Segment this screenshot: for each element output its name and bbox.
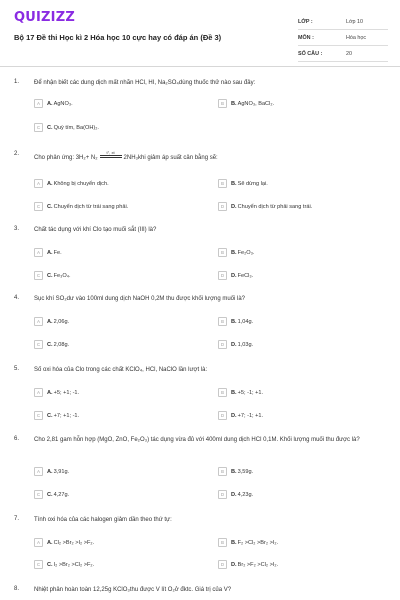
- option-letter-box: B: [218, 179, 227, 188]
- option-text: AgNO₃.: [53, 100, 73, 107]
- option-text: 1,03g.: [237, 341, 254, 348]
- question-number: 3.: [14, 226, 20, 232]
- meta-row-subject: [298, 30, 388, 46]
- option-text: +7; -1; +1.: [237, 412, 264, 419]
- question-text: Chất tác dụng với khí Clo tạo muối sắt (III) là?: [34, 227, 157, 233]
- equilibrium-arrow-icon: t°, xt: [100, 151, 122, 159]
- option-c[interactable]: C C.Fe₃O₄.: [34, 271, 71, 280]
- question-text: Số oxi hóa của Clo trong các chất KClO₄, HCl, NaClO lần lượt là:: [34, 367, 208, 373]
- option-text: 4,27g.: [53, 491, 70, 498]
- option-c[interactable]: C C.Quỳ tím, Ba(OH)₂.: [34, 123, 99, 132]
- meta-label: SỐ CÂU :: [298, 50, 323, 57]
- option-text: +7; +1; -1.: [53, 412, 80, 419]
- option-a[interactable]: A A.Không bị chuyển dịch.: [34, 179, 109, 188]
- option-text: +5; -1; +1.: [237, 389, 264, 396]
- meta-label: LỚP :: [298, 18, 313, 25]
- option-letter-box: C: [34, 340, 43, 349]
- meta-value: Hóa học: [346, 34, 367, 41]
- option-b[interactable]: B B.Fe₂O₃.: [218, 248, 254, 257]
- option-text: 4,23g.: [237, 491, 254, 498]
- option-letter-box: B: [218, 538, 227, 547]
- option-a[interactable]: A A.Fe.: [34, 248, 62, 257]
- option-a[interactable]: A A.AgNO₃.: [34, 99, 73, 108]
- option-text: Chuyển dịch từ phải sang trái.: [237, 203, 313, 210]
- header-divider: [0, 66, 400, 67]
- question-number: 6.: [14, 436, 20, 442]
- option-d[interactable]: D D.+7; -1; +1.: [218, 411, 263, 420]
- option-letter-box: B: [218, 388, 227, 397]
- option-c[interactable]: C C.Chuyển dịch từ trái sang phải.: [34, 202, 128, 211]
- option-text: Sẽ dừng lại.: [237, 180, 268, 187]
- option-c[interactable]: C C.2,08g.: [34, 340, 69, 349]
- option-letter-box: A: [34, 388, 43, 397]
- option-b[interactable]: B B.3,59g.: [218, 467, 253, 476]
- option-letter-box: B: [218, 467, 227, 476]
- option-letter-box: C: [34, 123, 43, 132]
- option-letter-box: C: [34, 271, 43, 280]
- option-letter-box: A: [34, 179, 43, 188]
- option-b[interactable]: B B.1,04g.: [218, 317, 253, 326]
- option-text: I₂ >Br₂ >Cl₂ >F₂.: [53, 561, 95, 568]
- option-a[interactable]: A A.2,06g.: [34, 317, 69, 326]
- option-b[interactable]: B B.AgNO₃, BaCl₂.: [218, 99, 274, 108]
- option-letter-box: A: [34, 538, 43, 547]
- option-text: Chuyển dịch từ trái sang phải.: [53, 203, 129, 210]
- option-text: 3,59g.: [237, 468, 254, 475]
- question-number: 4.: [14, 295, 20, 301]
- option-text: 2,08g.: [53, 341, 70, 348]
- option-letter-box: C: [34, 560, 43, 569]
- meta-table: [298, 14, 388, 62]
- option-letter-box: D: [218, 560, 227, 569]
- option-letter-box: D: [218, 490, 227, 499]
- question-text: Nhiệt phân hoàn toàn 12,25g KClO₃thu được V lít O₂ở đktc. Giá trị của V?: [34, 587, 232, 593]
- meta-row-class: [298, 14, 388, 30]
- option-b[interactable]: B B.Sẽ dừng lại.: [218, 179, 268, 188]
- option-letter-box: C: [34, 202, 43, 211]
- question-number: 7.: [14, 516, 20, 522]
- meta-value: 20: [346, 50, 352, 57]
- option-b[interactable]: B B.+5; -1; +1.: [218, 388, 263, 397]
- option-d[interactable]: D D.1,03g.: [218, 340, 253, 349]
- meta-value: Lớp 10: [346, 18, 364, 25]
- question-number: 2.: [14, 151, 20, 157]
- option-text: +5; +1; -1.: [53, 389, 80, 396]
- option-d[interactable]: D D.4,23g.: [218, 490, 253, 499]
- option-text: AgNO₃, BaCl₂.: [237, 100, 275, 107]
- question-text: Sục khí SO₂dư vào 100ml dung dịch NaOH 0,2M thu được khối lượng muối là?: [34, 296, 246, 302]
- quizizz-logo: QUIZIZZ: [14, 10, 75, 25]
- option-letter-box: C: [34, 411, 43, 420]
- option-a[interactable]: A A.+5; +1; -1.: [34, 388, 79, 397]
- question-number: 8.: [14, 586, 20, 592]
- option-text: FeCl₃.: [237, 272, 254, 279]
- option-letter-box: A: [34, 99, 43, 108]
- option-b[interactable]: B B.F₂ >Cl₂ >Br₂ >I₂.: [218, 538, 278, 547]
- option-letter-box: B: [218, 317, 227, 326]
- option-text: Quỳ tím, Ba(OH)₂.: [53, 124, 99, 131]
- option-text: F₂ >Cl₂ >Br₂ >I₂.: [237, 539, 279, 546]
- option-text: Cl₂ >Br₂ >I₂ >F₂.: [53, 539, 95, 546]
- option-d[interactable]: D D.FeCl₃.: [218, 271, 253, 280]
- option-text: Fe₃O₄.: [53, 272, 71, 279]
- question-text: Cho 2,81 gam hỗn hợp (MgO, ZnO, Fe₂O₃) tác dụng vừa đủ với 400ml dung dịch HCl 0,1M. Khối lượng muối thu được là?: [34, 437, 360, 443]
- option-text: Fe₂O₃.: [237, 249, 255, 256]
- question-text: Cho phản ứng: 3H₂+ N₂ t°, xt 2NH₃khi giảm áp suất cân bằng sẽ:: [34, 150, 218, 161]
- option-d[interactable]: D D.Br₂ >F₂ >Cl₂ >I₂.: [218, 560, 278, 569]
- option-text: Không bị chuyển dịch.: [53, 180, 109, 187]
- page-header: [0, 0, 400, 66]
- option-a[interactable]: A A.3,91g.: [34, 467, 69, 476]
- option-letter-box: D: [218, 411, 227, 420]
- option-letter-box: B: [218, 99, 227, 108]
- option-letter-box: A: [34, 467, 43, 476]
- option-d[interactable]: D D.Chuyển dịch từ phải sang trái.: [218, 202, 312, 211]
- option-letter-box: A: [34, 317, 43, 326]
- option-letter-box: D: [218, 340, 227, 349]
- question-number: 5.: [14, 366, 20, 372]
- option-c[interactable]: C C.I₂ >Br₂ >Cl₂ >F₂.: [34, 560, 94, 569]
- option-a[interactable]: A A.Cl₂ >Br₂ >I₂ >F₂.: [34, 538, 94, 547]
- option-c[interactable]: C C.4,27g.: [34, 490, 69, 499]
- page-title: Bộ 17 Đề thi Học kì 2 Hóa học 10 cực hay có đáp án (Đề 3): [14, 33, 222, 42]
- option-text: Fe.: [53, 249, 62, 256]
- option-c[interactable]: C C.+7; +1; -1.: [34, 411, 79, 420]
- option-letter-box: A: [34, 248, 43, 257]
- question-number: 1.: [14, 79, 20, 85]
- meta-row-count: [298, 46, 388, 62]
- option-letter-box: D: [218, 202, 227, 211]
- option-letter-box: C: [34, 490, 43, 499]
- option-letter-box: D: [218, 271, 227, 280]
- meta-label: MÔN :: [298, 34, 314, 41]
- question-text: Tính oxi hóa của các halogen giảm dần theo thứ tự:: [34, 517, 172, 523]
- option-letter-box: B: [218, 248, 227, 257]
- option-text: 3,91g.: [53, 468, 70, 475]
- option-text: 2,06g.: [53, 318, 70, 325]
- option-text: Br₂ >F₂ >Cl₂ >I₂.: [237, 561, 279, 568]
- question-text: Để nhận biết các dung dịch mất nhãn HCl, HI, Na₂SO₄dùng thuốc thử nào sau đây:: [34, 80, 256, 86]
- option-text: 1,04g.: [237, 318, 254, 325]
